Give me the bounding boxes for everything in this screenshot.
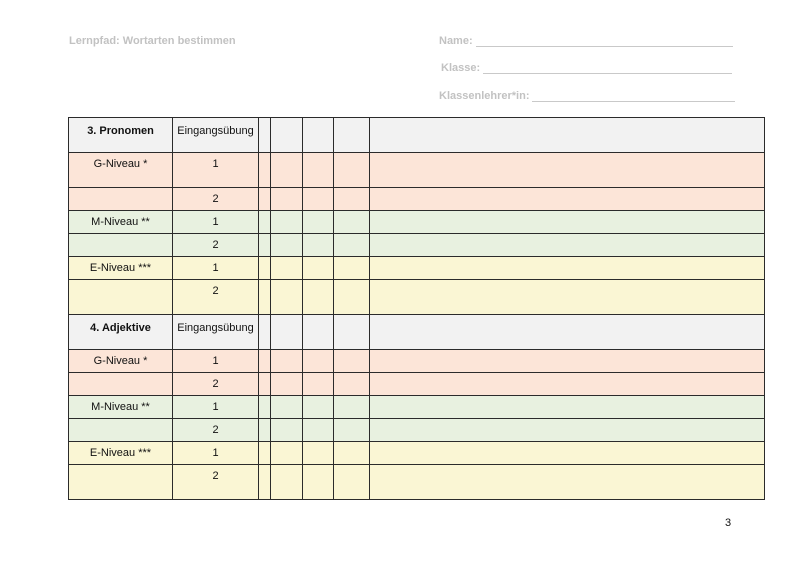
check-cell[interactable]	[259, 373, 271, 396]
exercise-number: 2	[173, 465, 259, 500]
check-cell[interactable]	[303, 234, 334, 257]
check-cell[interactable]	[259, 465, 271, 500]
class-line[interactable]	[483, 63, 732, 74]
check-cell[interactable]	[259, 211, 271, 234]
check-cell[interactable]	[259, 234, 271, 257]
section-header-row	[69, 315, 765, 350]
level-label	[69, 234, 173, 257]
level-label: M-Niveau **	[69, 211, 173, 234]
exercise-number: 2	[173, 280, 259, 315]
name-field	[439, 35, 733, 47]
check-cell[interactable]	[303, 257, 334, 280]
table-row	[69, 234, 765, 257]
check-cell[interactable]	[334, 234, 370, 257]
check-cell[interactable]	[271, 350, 303, 373]
check-cell[interactable]	[259, 153, 271, 188]
check-cell[interactable]	[271, 257, 303, 280]
exercise-number: 1	[173, 257, 259, 280]
table-row	[69, 280, 765, 315]
exercise-number: 2	[173, 373, 259, 396]
table-row	[69, 350, 765, 373]
notes-cell[interactable]	[370, 118, 765, 153]
exercise-number: 1	[173, 153, 259, 188]
check-cell[interactable]	[259, 257, 271, 280]
check-cell[interactable]	[259, 396, 271, 419]
check-cell[interactable]	[259, 350, 271, 373]
check-cell[interactable]	[334, 350, 370, 373]
check-cell[interactable]	[271, 442, 303, 465]
intro-exercise: Eingangsübung	[173, 315, 259, 350]
exercise-number: 2	[173, 234, 259, 257]
notes-cell[interactable]	[370, 234, 765, 257]
notes-cell[interactable]	[370, 188, 765, 211]
teacher-label: Klassenlehrer*in:	[439, 90, 530, 102]
check-cell[interactable]	[271, 396, 303, 419]
exercise-number: 2	[173, 419, 259, 442]
check-cell[interactable]	[303, 465, 334, 500]
check-cell[interactable]	[303, 315, 334, 350]
check-cell[interactable]	[334, 153, 370, 188]
document-title: Lernpfad: Wortarten bestimmen	[69, 35, 236, 47]
class-label: Klasse:	[441, 62, 481, 74]
progress-table	[68, 117, 765, 500]
level-label: E-Niveau ***	[69, 257, 173, 280]
table-row	[69, 465, 765, 500]
exercise-number: 1	[173, 350, 259, 373]
level-label	[69, 465, 173, 500]
table-row	[69, 211, 765, 234]
check-cell[interactable]	[334, 280, 370, 315]
check-cell[interactable]	[303, 350, 334, 373]
check-cell[interactable]	[271, 153, 303, 188]
check-cell[interactable]	[303, 373, 334, 396]
check-cell[interactable]	[259, 188, 271, 211]
check-cell[interactable]	[271, 315, 303, 350]
notes-cell[interactable]	[370, 211, 765, 234]
check-cell[interactable]	[334, 211, 370, 234]
table-row	[69, 153, 765, 188]
check-cell[interactable]	[271, 280, 303, 315]
name-line[interactable]	[476, 36, 733, 47]
notes-cell[interactable]	[370, 315, 765, 350]
notes-cell[interactable]	[370, 280, 765, 315]
check-cell[interactable]	[334, 315, 370, 350]
level-label	[69, 188, 173, 211]
check-cell[interactable]	[259, 442, 271, 465]
exercise-number: 1	[173, 442, 259, 465]
table-row	[69, 257, 765, 280]
exercise-number: 1	[173, 211, 259, 234]
notes-cell[interactable]	[370, 465, 765, 500]
level-label	[69, 280, 173, 315]
check-cell[interactable]	[303, 442, 334, 465]
level-label	[69, 419, 173, 442]
level-label	[69, 373, 173, 396]
check-cell[interactable]	[334, 188, 370, 211]
check-cell[interactable]	[334, 373, 370, 396]
check-cell[interactable]	[259, 118, 271, 153]
check-cell[interactable]	[271, 419, 303, 442]
page-number: 3	[725, 517, 732, 529]
notes-cell[interactable]	[370, 350, 765, 373]
check-cell[interactable]	[334, 118, 370, 153]
check-cell[interactable]	[259, 280, 271, 315]
check-cell[interactable]	[334, 396, 370, 419]
table-row	[69, 373, 765, 396]
table-row	[69, 419, 765, 442]
name-label: Name:	[439, 35, 473, 47]
level-label: G-Niveau *	[69, 350, 173, 373]
notes-cell[interactable]	[370, 153, 765, 188]
level-label: E-Niveau ***	[69, 442, 173, 465]
section-title: 3. Pronomen	[69, 118, 173, 153]
level-label: M-Niveau **	[69, 396, 173, 419]
check-cell[interactable]	[259, 315, 271, 350]
intro-exercise: Eingangsübung	[173, 118, 259, 153]
exercise-number: 1	[173, 396, 259, 419]
check-cell[interactable]	[334, 257, 370, 280]
check-cell[interactable]	[303, 153, 334, 188]
level-label: G-Niveau *	[69, 153, 173, 188]
notes-cell[interactable]	[370, 257, 765, 280]
table-row	[69, 396, 765, 419]
check-cell[interactable]	[303, 419, 334, 442]
table-row	[69, 188, 765, 211]
teacher-field	[439, 90, 735, 102]
check-cell[interactable]	[303, 211, 334, 234]
check-cell[interactable]	[271, 465, 303, 500]
check-cell[interactable]	[271, 234, 303, 257]
check-cell[interactable]	[334, 419, 370, 442]
check-cell[interactable]	[271, 188, 303, 211]
check-cell[interactable]	[334, 442, 370, 465]
check-cell[interactable]	[303, 280, 334, 315]
section-title: 4. Adjektive	[69, 315, 173, 350]
check-cell[interactable]	[303, 118, 334, 153]
class-field	[441, 62, 732, 74]
check-cell[interactable]	[271, 373, 303, 396]
check-cell[interactable]	[303, 396, 334, 419]
check-cell[interactable]	[334, 465, 370, 500]
teacher-line[interactable]	[532, 91, 735, 102]
check-cell[interactable]	[271, 118, 303, 153]
table-row	[69, 442, 765, 465]
section-header-row	[69, 118, 765, 153]
check-cell[interactable]	[303, 188, 334, 211]
check-cell[interactable]	[271, 211, 303, 234]
notes-cell[interactable]	[370, 419, 765, 442]
notes-cell[interactable]	[370, 396, 765, 419]
notes-cell[interactable]	[370, 442, 765, 465]
check-cell[interactable]	[259, 419, 271, 442]
notes-cell[interactable]	[370, 373, 765, 396]
exercise-number: 2	[173, 188, 259, 211]
